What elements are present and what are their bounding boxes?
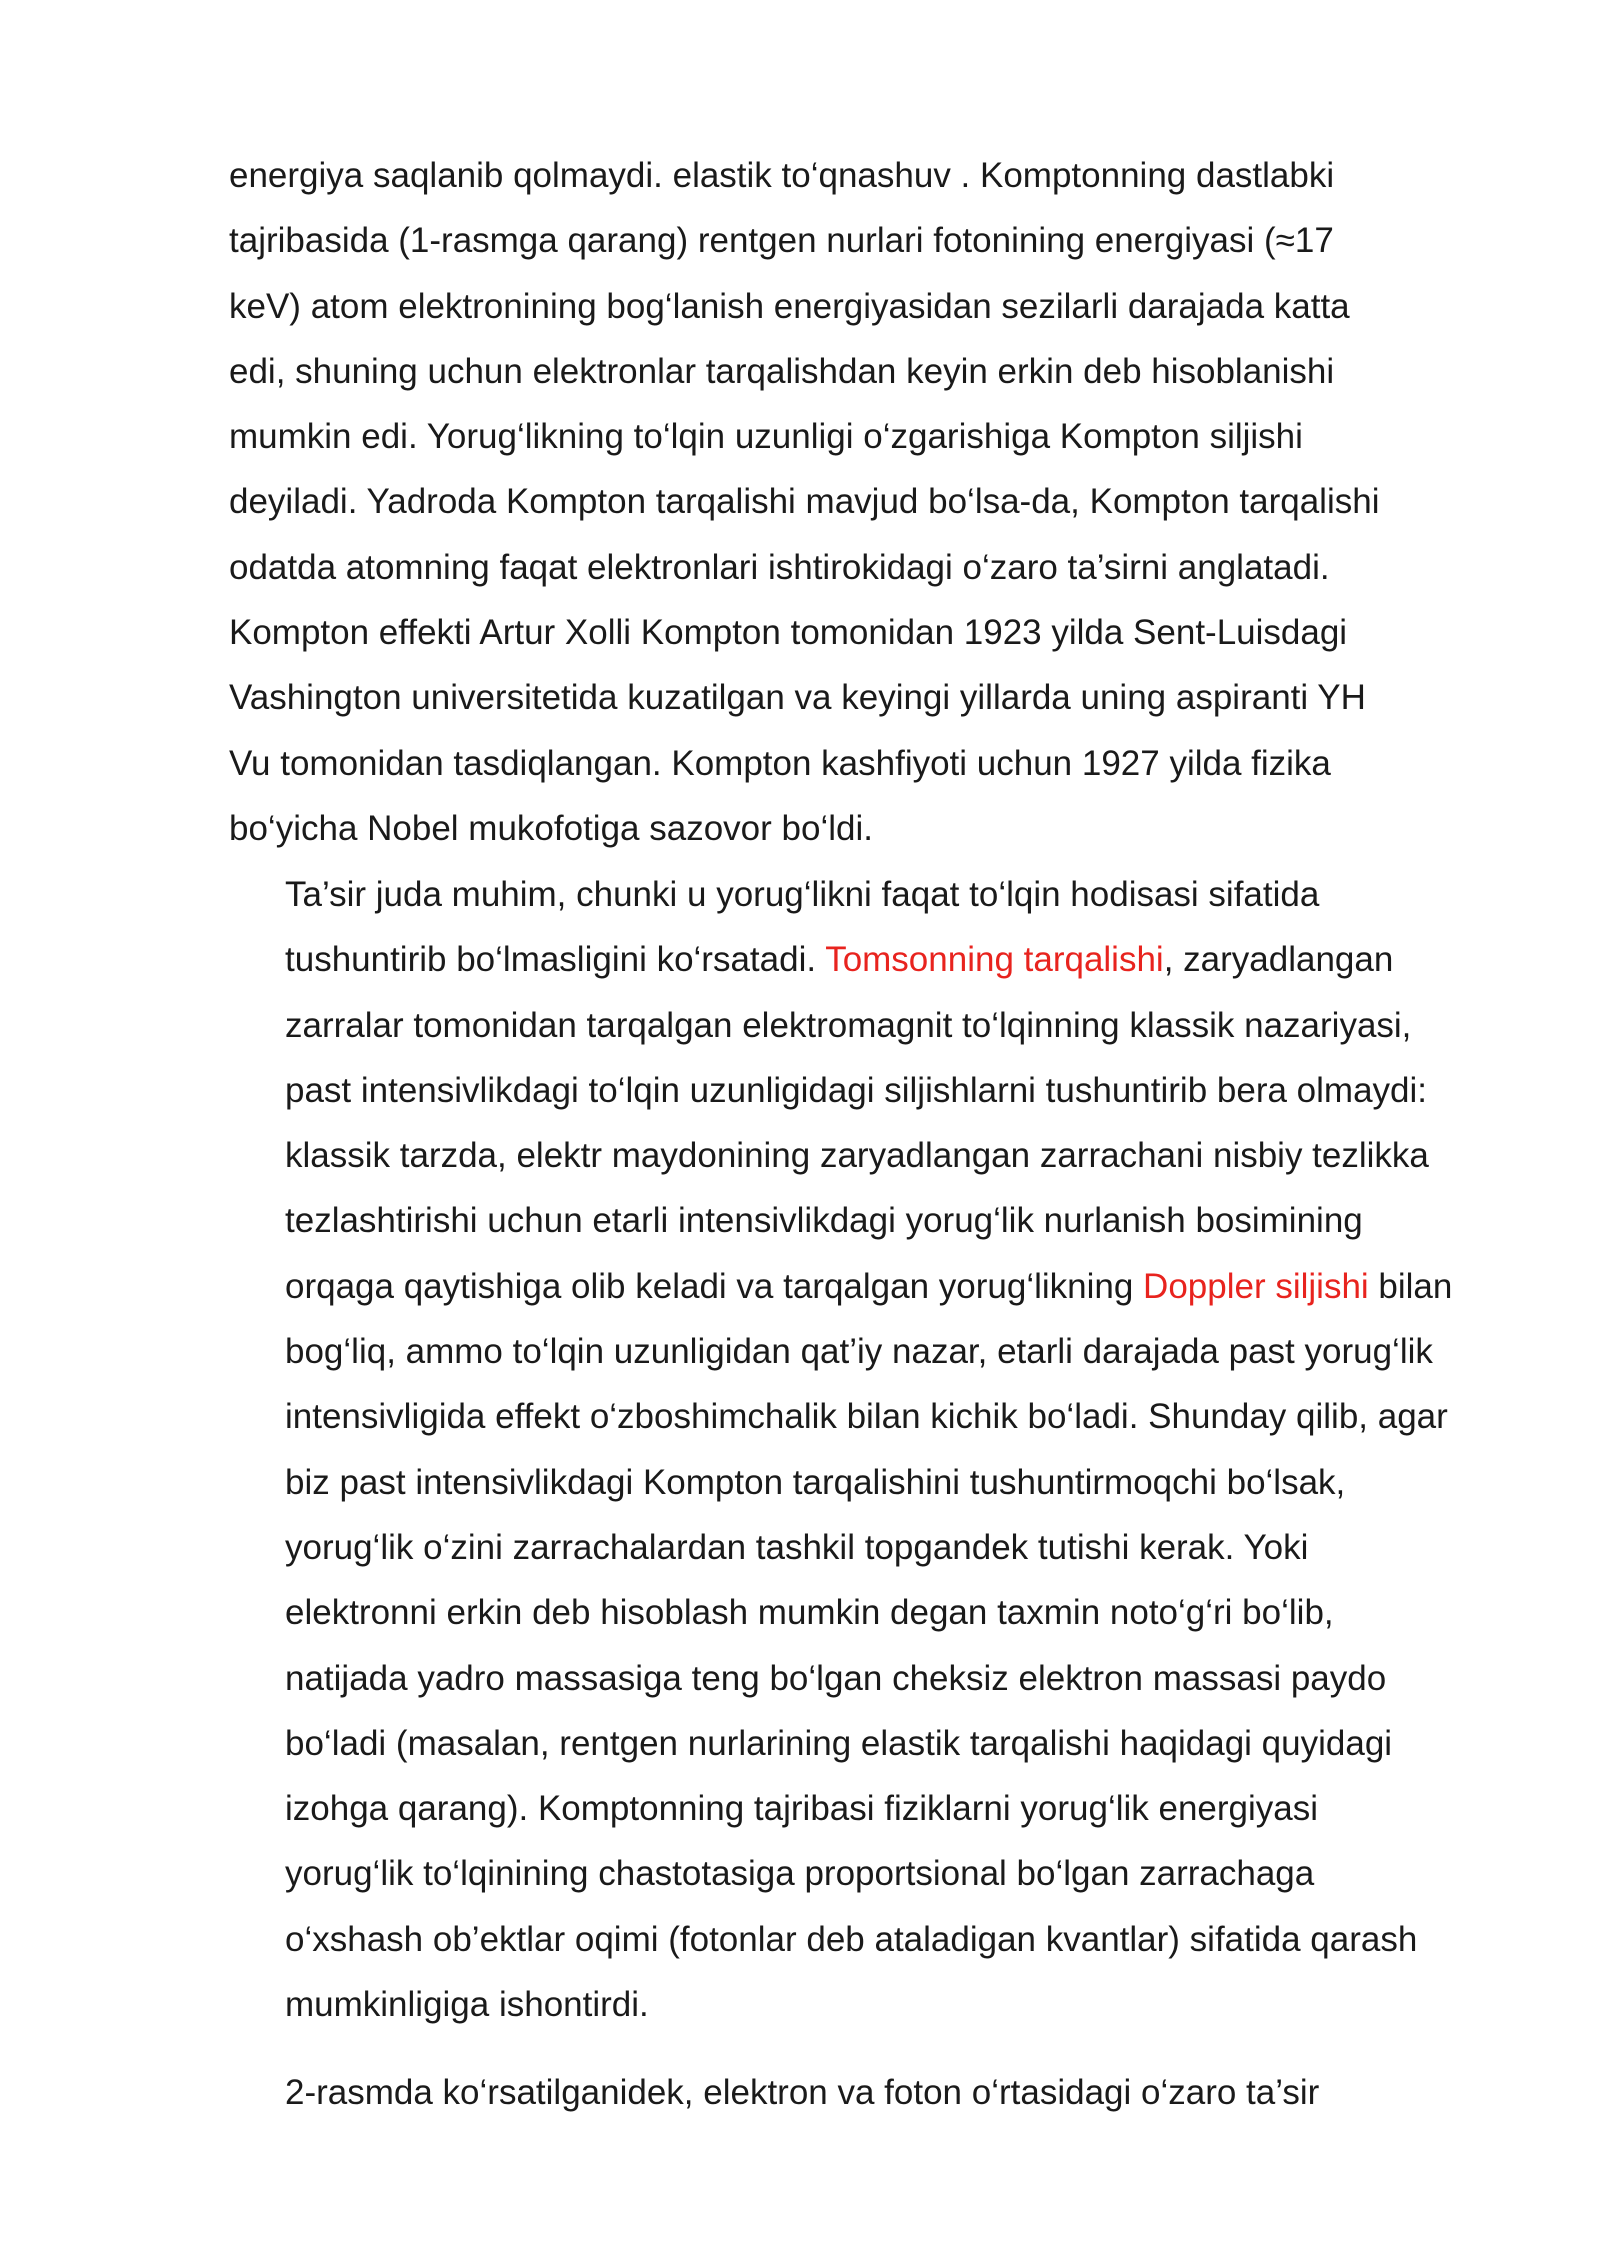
paragraph-3 xyxy=(229,2060,1504,2125)
paragraph-1 xyxy=(229,143,1504,861)
text-line: bo‘yicha Nobel mukofotiga sazovor bo‘ldi. xyxy=(229,808,873,848)
thomson-scattering-link[interactable]: Tomsonning tarqalishi xyxy=(825,940,1164,980)
text-line: intensivligida effekt o‘zboshimchalik bilan kichik bo‘ladi. Shunday qilib, agar xyxy=(285,1397,1448,1437)
text-line: biz past intensivlikdagi Kompton tarqalishini tushuntirmoqchi bo‘lsak, xyxy=(285,1462,1346,1502)
text-line: bo‘ladi (masalan, rentgen nurlarining elastik tarqalishi haqidagi quyidagi xyxy=(285,1723,1393,1763)
text-line: keV) atom elektronining bog‘lanish energiyasidan sezilarli darajada katta xyxy=(229,286,1350,326)
text-line xyxy=(229,927,1504,992)
text-line: elektronni erkin deb hisoblash mumkin degan taxmin noto‘g‘ri bo‘lib, xyxy=(285,1593,1334,1633)
text-line: mumkinligiga ishontirdi. xyxy=(285,1985,649,2025)
text-line: tajribasida (1-rasmga qarang) rentgen nurlari fotonining energiyasi (≈17 xyxy=(229,221,1334,261)
text-line: o‘xshash ob’ektlar oqimi (fotonlar deb ataladigan kvantlar) sifatida qarash xyxy=(285,1919,1418,1959)
text-line: klassik tarzda, elektr maydonining zaryadlangan zarrachani nisbiy tezlikka xyxy=(285,1136,1429,1176)
text-segment: , zaryadlangan xyxy=(1163,940,1394,980)
text-line: deyiladi. Yadroda Kompton tarqalishi mavjud bo‘lsa-da, Kompton tarqalishi xyxy=(229,482,1380,522)
doppler-shift-link[interactable]: Doppler siljishi xyxy=(1143,1266,1369,1306)
text-line: bog‘liq, ammo to‘lqin uzunligidan qat’iy nazar, etarli darajada past yorug‘lik xyxy=(285,1332,1433,1372)
text-line: yorug‘lik to‘lqinining chastotasiga proportsional bo‘lgan zarrachaga xyxy=(285,1854,1315,1894)
text-line: edi, shuning uchun elektronlar tarqalishdan keyin erkin deb hisoblanishi xyxy=(229,351,1335,391)
text-line: 2-rasmda ko‘rsatilganidek, elektron va foton o‘rtasidagi o‘zaro ta’sir xyxy=(285,2073,1320,2112)
text-line: Ta’sir juda muhim, chunki u yorug‘likni faqat to‘lqin hodisasi sifatida xyxy=(285,875,1320,914)
text-line: mumkin edi. Yorug‘likning to‘lqin uzunligi o‘zgarishiga Kompton siljishi xyxy=(229,417,1303,457)
text-segment: bilan xyxy=(1368,1266,1453,1306)
text-segment: orqaga qaytishiga olib keladi va tarqalgan yorug‘likning xyxy=(285,1266,1144,1306)
text-line: yorug‘lik o‘zini zarrachalardan tashkil topgandek tutishi kerak. Yoki xyxy=(285,1527,1309,1567)
text-line: Vashington universitetida kuzatilgan va keyingi yillarda uning aspiranti YH xyxy=(229,678,1366,718)
text-line: izohga qarang). Komptonning tajribasi fiziklarni yorug‘lik energiyasi xyxy=(285,1789,1319,1829)
text-line: Kompton effekti Artur Xolli Kompton tomonidan 1923 yilda Sent-Luisdagi xyxy=(229,613,1348,653)
text-line: zarralar tomonidan tarqalgan elektromagnit to‘lqinning klassik nazariyasi, xyxy=(285,1005,1412,1045)
text-line: tezlashtirishi uchun etarli intensivlikdagi yorug‘lik nurlanish bosimining xyxy=(285,1201,1363,1241)
text-line: natijada yadro massasiga teng bo‘lgan cheksiz elektron massasi paydo xyxy=(285,1658,1387,1698)
text-line: odatda atomning faqat elektronlari ishtirokidagi o‘zaro ta’sirni anglatadi. xyxy=(229,547,1330,587)
text-line: Vu tomonidan tasdiqlangan. Kompton kashfiyoti uchun 1927 yilda fizika xyxy=(229,743,1331,783)
text-segment: tushuntirib bo‘lmasligini ko‘rsatadi. xyxy=(285,940,826,980)
text-line xyxy=(229,1254,1504,1319)
text-line: energiya saqlanib qolmaydi. elastik to‘qnashuv . Komptonning dastlabki xyxy=(229,156,1335,195)
paragraph-2 xyxy=(229,862,1504,2037)
text-line: past intensivlikdagi to‘lqin uzunligidagi siljishlarni tushuntirib bera olmaydi: xyxy=(285,1070,1427,1110)
